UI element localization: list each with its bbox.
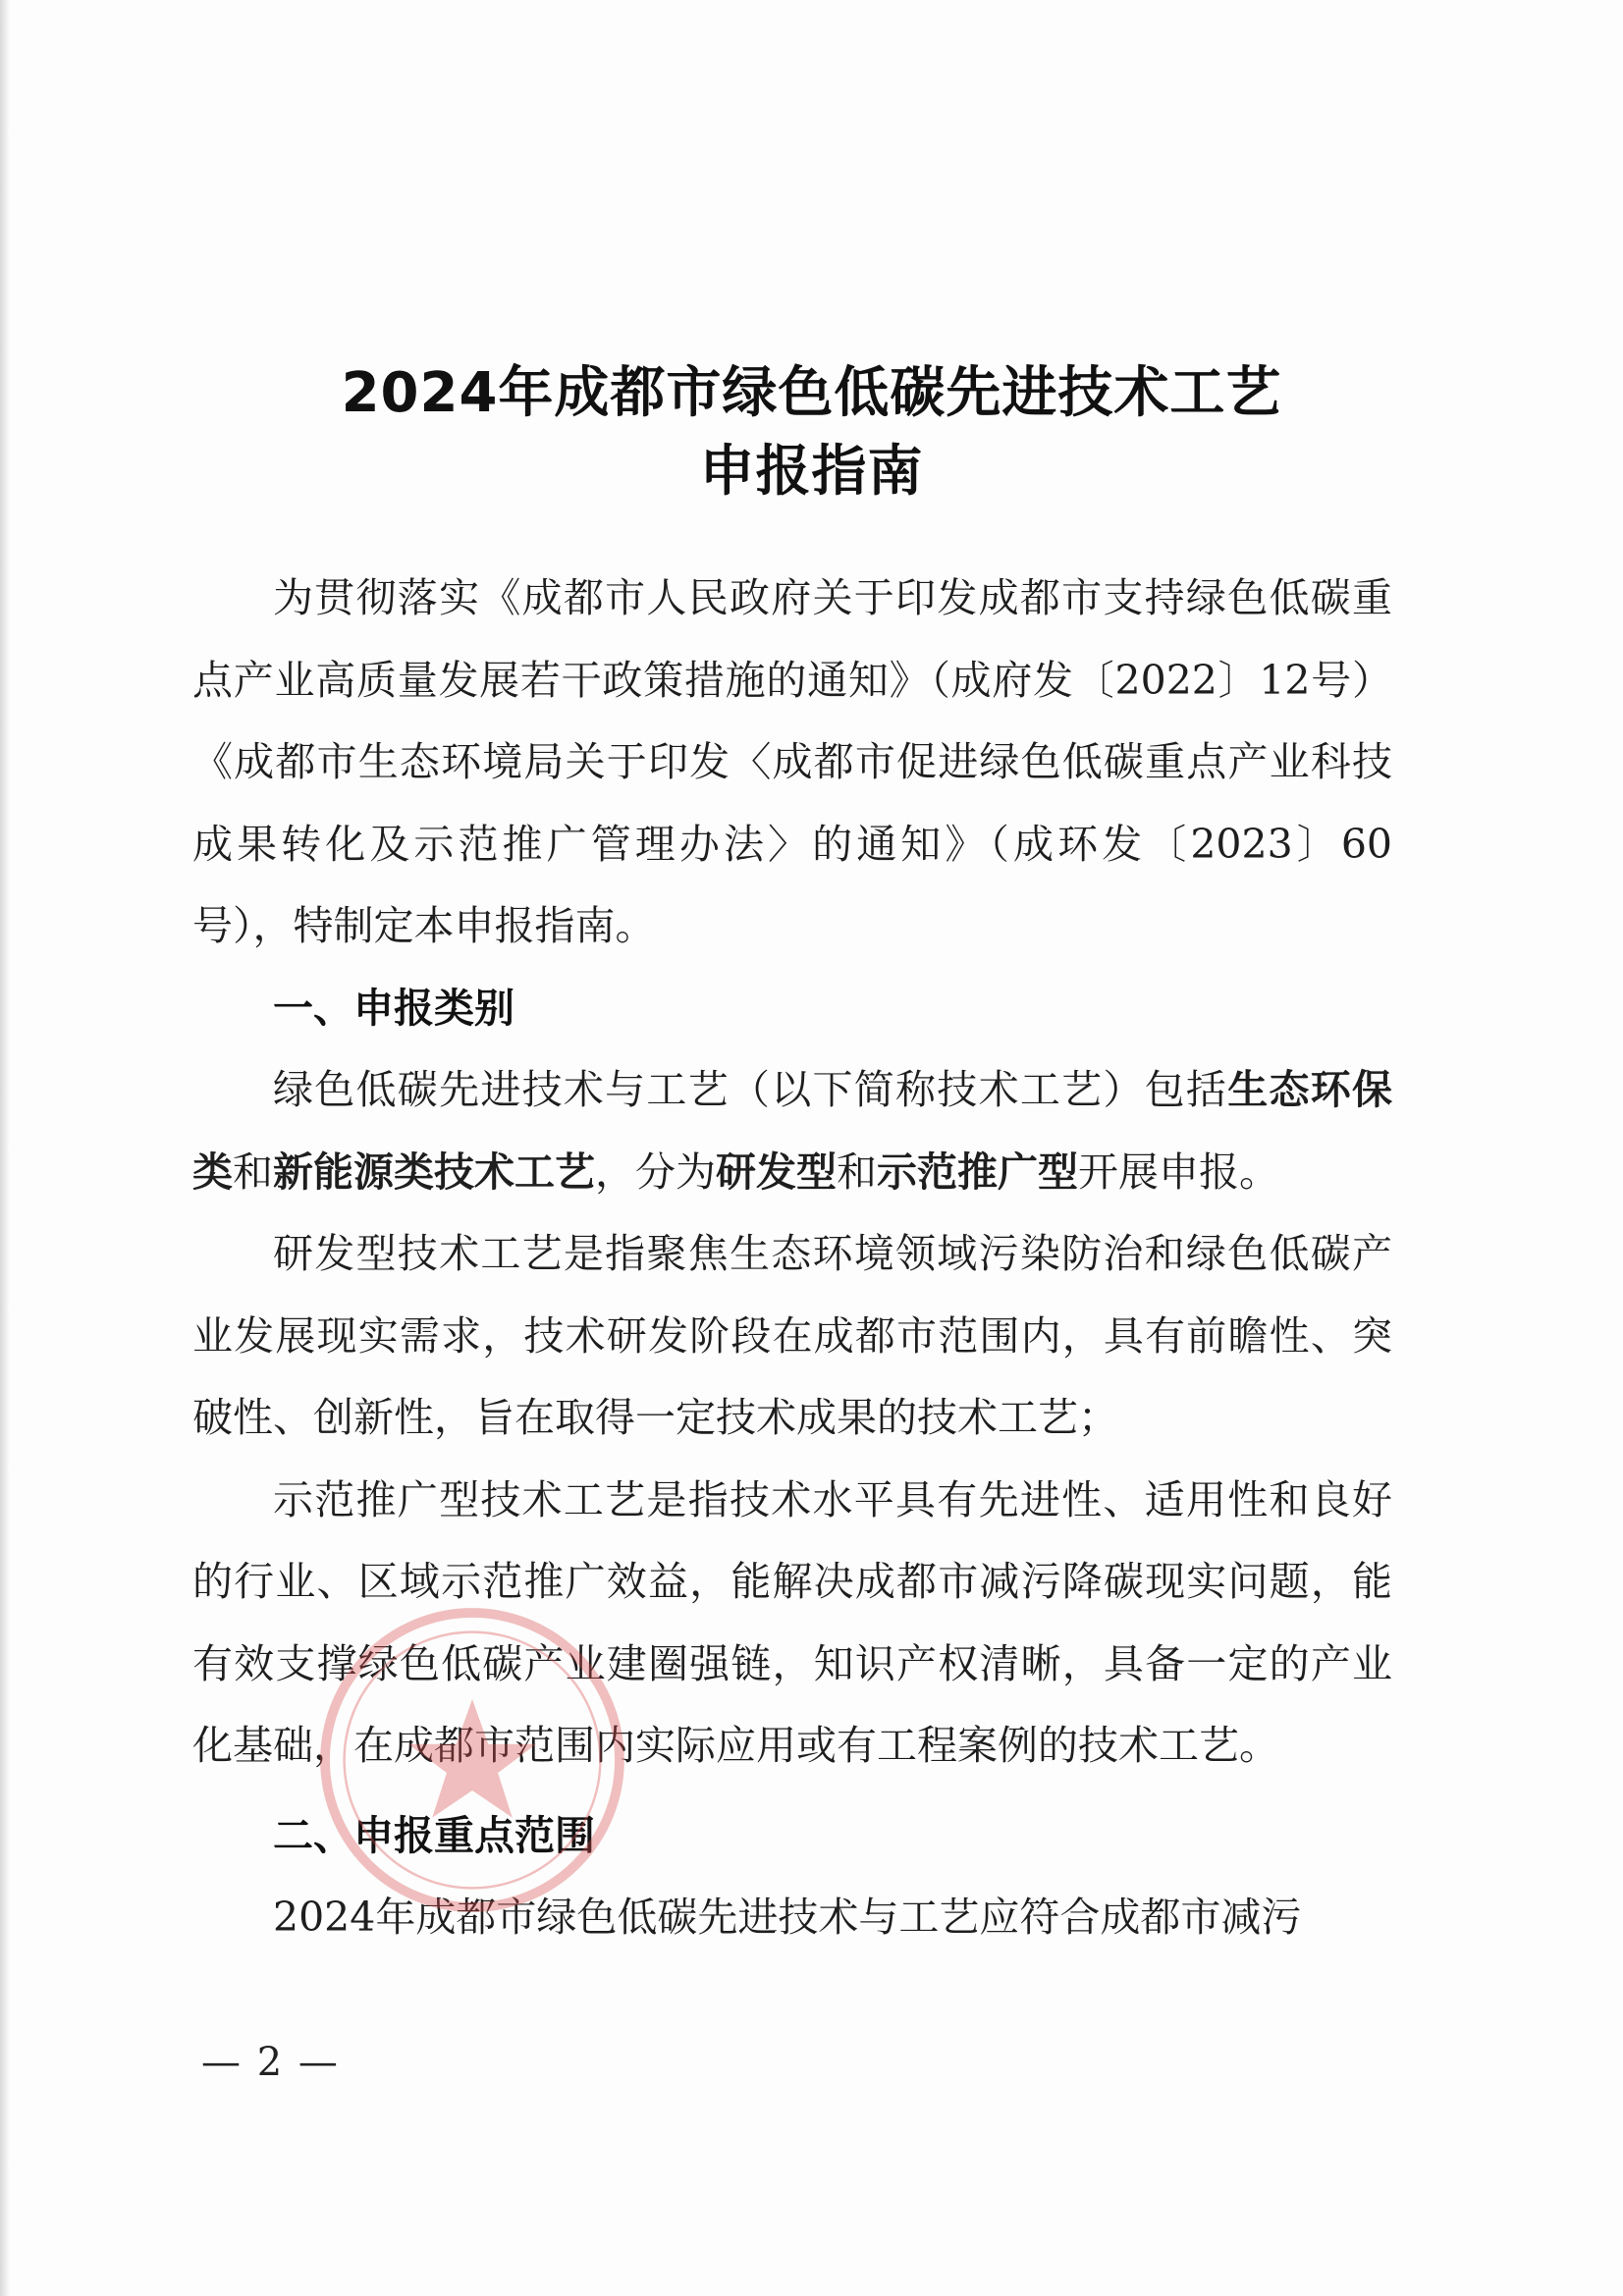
text-run: 开展申报。 (1078, 1148, 1279, 1196)
scan-edge-shadow (0, 0, 10, 2296)
highlight-ecology-category: 生态环保类 (192, 1066, 1393, 1196)
section-1-paragraph-3: 示范推广型技术工艺是指技术水平具有先进性、适用性和良好的行业、区域示范推广效益，能解决成都市减污降碳现实问题，能有效支撑绿色低碳产业建圈强链，知识产权清晰，具备一定的产业化基础，在成都市范围内实际应用或有工程案例的技术工艺。 (192, 1475, 1392, 1769)
text-run: 和 (837, 1148, 877, 1196)
document-title-line-2: 申报指南 (699, 440, 924, 504)
page-number: — 2 — (201, 2040, 340, 2085)
highlight-new-energy-category: 新能源类技术工艺 (273, 1148, 595, 1196)
section-2-paragraph-1: 2024年成都市绿色低碳先进技术与工艺应符合成都市减污 (273, 1894, 1302, 1941)
document-title-line-1: 2024年成都市绿色低碳先进技术工艺 (341, 361, 1282, 425)
section-1-paragraph-2: 研发型技术工艺是指聚焦生态环境领域污染防治和绿色低碳产业发展现实需求，技术研发阶段在成都市范围内，具有前瞻性、突破性、创新性，旨在取得一定技术成果的技术工艺； (192, 1230, 1392, 1441)
document-body (192, 558, 1392, 1959)
section-2-heading: 二、申报重点范围 (273, 1811, 595, 1859)
highlight-rnd-type: 研发型 (716, 1148, 837, 1196)
highlight-demo-type: 示范推广型 (877, 1148, 1078, 1196)
text-run: 和 (233, 1148, 273, 1196)
text-run: ，分为 (595, 1148, 716, 1196)
intro-paragraph: 为贯彻落实《成都市人民政府关于印发成都市支持绿色低碳重点产业高质量发展若干政策措施的通知》（成府发〔2022〕12号）《成都市生态环境局关于印发〈成都市促进绿色低碳重点产业科技成果转化及示范推广管理办法〉的通知》（成环发〔2023〕60号），特制定本申报指南。 (192, 574, 1392, 949)
section-1-paragraph-1 (192, 1049, 1392, 1213)
section-1-heading: 一、申报类别 (273, 984, 514, 1032)
text-run: 绿色低碳先进技术与工艺（以下简称技术工艺）包括 (273, 1066, 1228, 1113)
